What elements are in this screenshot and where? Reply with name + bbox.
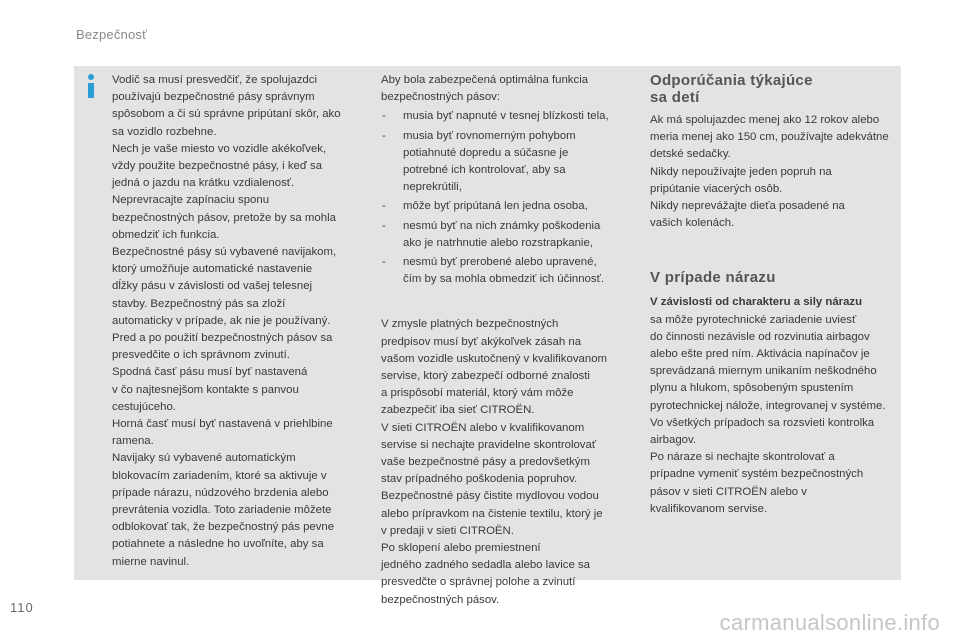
requirements-list [381, 108, 631, 288]
service-text: V zmysle platných bezpečnostných predpisov musí byť akýkoľvek zásah na vašom vozidle uskutočnený v kvalifikovanom servise, ktorý zabezpečí odborné znalosti a prispôsobí materiál, ktorý vám môže zabezpečiť iba sieť CITROËN. V sieti CITROËN alebo v kvalifikovanom servise si nechajte pravidelne skontrolovať vaše bezpečnostné pásy a predovšetkým stav prípadného poškodenia popruhov. Bezpečnostné pásy čistite mydlovou vodou alebo prípravkom na čistenie textilu, ktorý je v predaji v sieti CITROËN. Po sklopení alebo premiestnení jedného zadného sedadla alebo lavice sa presvedčte o správnej polohe a zvinutí bezpečnostných pásov. [381, 318, 608, 606]
list-item: - musia byť rovnomerným pohybom potiahnuté dopredu a súčasne je potrebné ich kontrolovať, aby sa neprekrútili, [381, 128, 631, 197]
requirements-intro: Aby bola zabezpečená optimálna funkcia bezpečnostných pásov: [381, 74, 589, 104]
impact-bold-line: V závislosti od charakteru a sily nárazu [650, 296, 863, 309]
page-number: 110 [10, 600, 34, 615]
seatbelt-info-text: Vodič sa musí presvedčiť, že spolujazdci používajú bezpečnostné pásy správnym spôsobom a či sú správne pripútaní skôr, ako sa vozidlo rozbehne. Nech je vaše miesto vo vozidle akékoľvek, vždy použite bezpečnostné pásy, i keď sa jedná o jazdu na krátku vzdialenosť. Neprevracajte zapínaciu sponu bezpečnostných pásov, pretože by sa mohla obmedziť ich funkcia. Bezpečnostné pásy sú vybavené navijakom, ktorý umožňuje automatické nastavenie dĺžky pásu v závislosti od vašej telesnej stavby. Bezpečnostný pás sa zloží automaticky v prípade, ak nie je používaný. Pred a po použití bezpečnostných pásov sa presvedčite o ich správnom zvinutí. Spodná časť pásu musí byť nastavená v čo najtesnejšom kontakte s panvou cestujúceho. Horná časť musí byť nastavená v priehlbine ramena. Navijaky sú vybavené automatickým blokovacím zariadením, ktoré sa aktivuje v prípade nárazu, núdzového brzdenia alebo prevrátenia vozidla. Toto zariadenie môžete odblokovať tak, že bezpečnostný pás pevne potiahnete a následne ho uvoľníte, aby sa mierne navinul. [112, 74, 341, 568]
info-icon-dot [88, 74, 94, 80]
list-item: - nesmú byť na nich známky poškodenia ako je natrhnutie alebo rozstrapkanie, [381, 218, 631, 252]
column-children-and-impact [650, 72, 890, 518]
info-icon-bar [88, 83, 94, 98]
section-header: Bezpečnosť [76, 27, 148, 42]
impact-heading: V prípade nárazu [650, 269, 776, 287]
info-icon [84, 72, 98, 100]
list-item: - nesmú byť prerobené alebo upravené, čím by sa mohla obmedziť ich účinnosť. [381, 254, 631, 288]
children-text: Ak má spolujazdec menej ako 12 rokov alebo meria menej ako 150 cm, používajte adekvátne detské sedačky. Nikdy nepoužívajte jeden popruh na pripútanie viacerých osôb. Nikdy neprevážajte dieťa posadené na vašich kolenách. [650, 114, 889, 230]
watermark: carmanualsonline.info [719, 610, 940, 635]
column-seatbelt-info [112, 72, 374, 571]
column-seatbelt-requirements [381, 72, 631, 609]
list-item: - musia byť napnuté v tesnej blízkosti tela, [381, 108, 631, 125]
impact-text: sa môže pyrotechnické zariadenie uviesť do činnosti nezávisle od rozvinutia airbagov alebo ešte pred ním. Aktivácia napínačov je sprevádzaná miernym unikaním neškodného plynu a hlukom, spôsobeným spustením pyrotechnickej nálože, integrovanej v systéme. Vo všetkých prípadoch sa rozsvieti kontrolka airbagov. Po náraze si nechajte skontrolovať a prípadne vymeniť systém bezpečnostných pásov v sieti CITROËN alebo v kvalifikovanom servise. [650, 313, 886, 515]
children-heading: Odporúčania týkajúce sa detí [650, 72, 813, 106]
list-item: - môže byť pripútaná len jedna osoba, [381, 198, 631, 215]
